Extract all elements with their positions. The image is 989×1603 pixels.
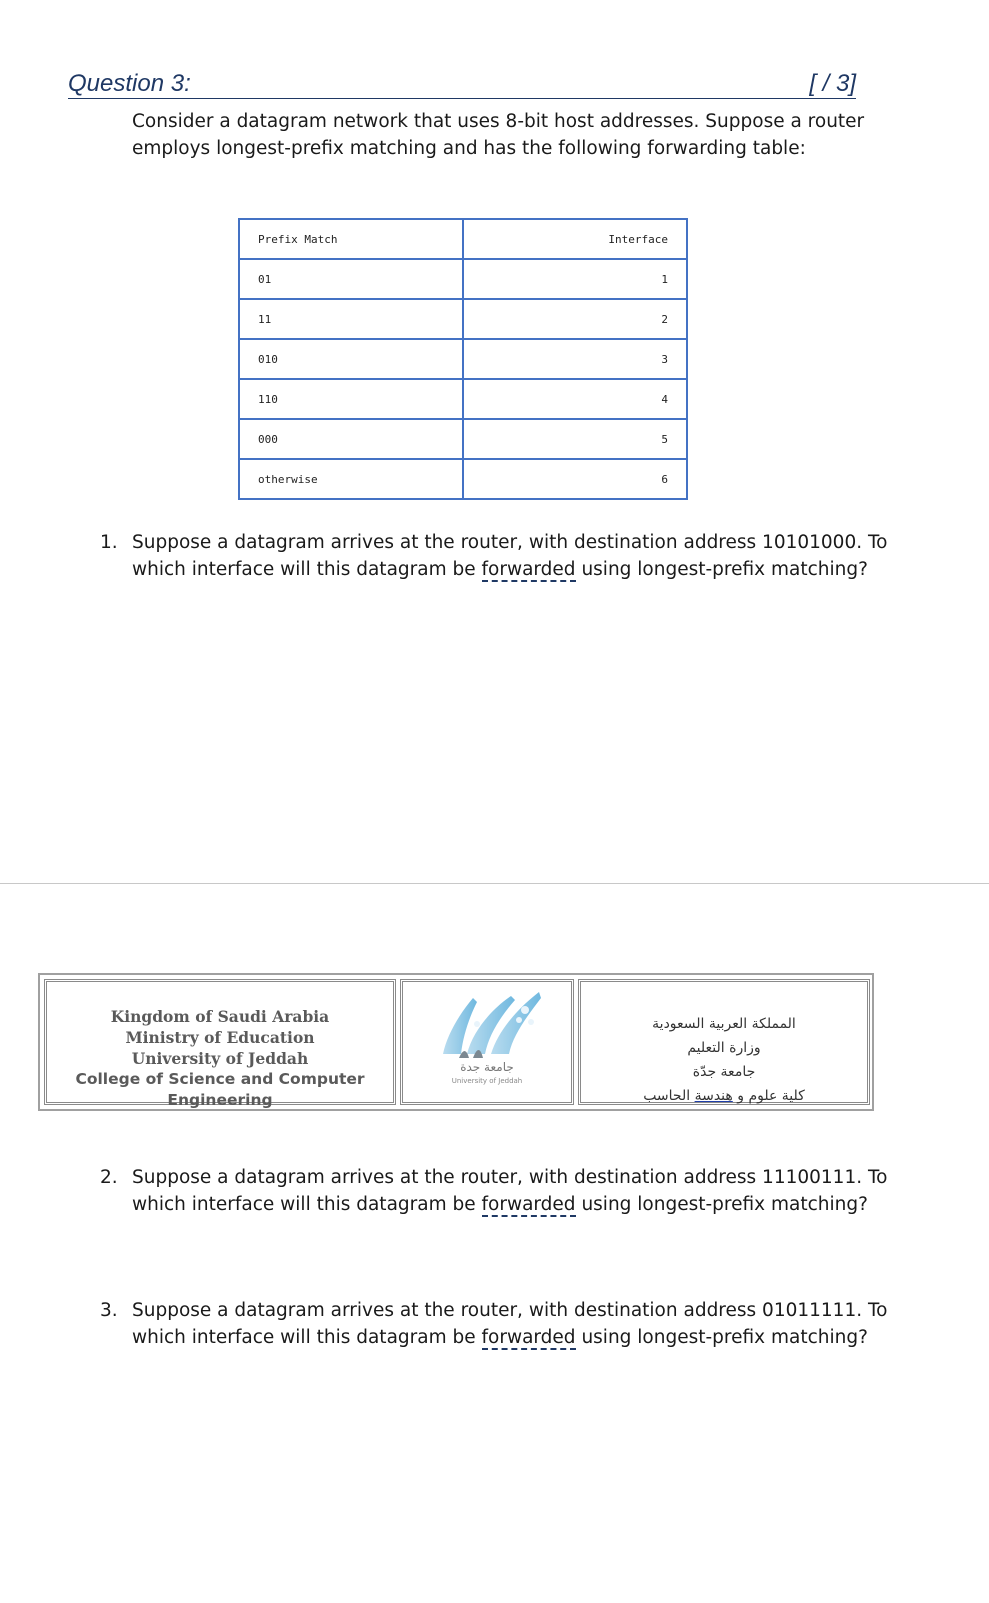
logo-english-name: University of Jeddah <box>451 1077 523 1085</box>
prefix-cell: 110 <box>239 379 463 419</box>
sub-question-number: 2. <box>100 1167 118 1188</box>
sub-question-text <box>132 1164 892 1218</box>
page-divider <box>0 883 989 884</box>
question-heading <box>68 68 856 99</box>
forwarding-table <box>238 218 688 500</box>
sub-question-text-start: Suppose a datagram arrives at the router, with destination address 11100111. To which interface will this datagram be <box>132 1167 888 1215</box>
sub-question-text-start: Suppose a datagram arrives at the router, with destination address 10101000. To which interface will this datagram be <box>132 532 888 580</box>
interface-cell: 1 <box>463 259 687 299</box>
arabic-college-part: كلية علوم و <box>732 1088 805 1104</box>
table-row <box>239 379 687 419</box>
logo-arabic-name: جامعة جدة <box>460 1060 514 1074</box>
table-row <box>239 419 687 459</box>
sub-question-text <box>132 1297 892 1351</box>
interface-cell: 2 <box>463 299 687 339</box>
sub-question-number: 1. <box>100 532 118 553</box>
header-prefix-match: Prefix Match <box>239 219 463 259</box>
letterhead-line-arabic: وزارة التعليم <box>687 1040 761 1056</box>
table-header-row <box>239 219 687 259</box>
sub-question-3 <box>100 1297 900 1357</box>
sub-question-2 <box>100 1164 900 1224</box>
table-row <box>239 339 687 379</box>
table-row <box>239 299 687 339</box>
arabic-college-part: الحاسب <box>643 1088 695 1104</box>
question-intro: Consider a datagram network that uses 8-bit host addresses. Suppose a router employs longest-prefix matching and has the following forwarding table: <box>132 111 865 159</box>
marked-word: forwarded <box>481 1327 576 1348</box>
sub-question-text <box>132 529 892 583</box>
interface-cell: 6 <box>463 459 687 499</box>
sub-question-text-end: using longest-prefix matching? <box>575 1327 868 1348</box>
sub-question-1 <box>100 529 900 589</box>
marked-word: forwarded <box>481 1194 576 1215</box>
letterhead-arabic <box>578 979 870 1105</box>
header-interface: Interface <box>463 219 687 259</box>
letterhead-line: University of Jeddah <box>131 1049 309 1068</box>
university-logo-icon <box>403 984 571 1064</box>
university-logo <box>400 979 574 1105</box>
sub-question-number: 3. <box>100 1300 118 1321</box>
sub-question-text-start: Suppose a datagram arrives at the router, with destination address 01011111. To which interface will this datagram be <box>132 1300 888 1348</box>
table-row <box>239 459 687 499</box>
letterhead <box>38 973 874 1111</box>
letterhead-line-arabic <box>581 1084 867 1108</box>
letterhead-line-arabic: جامعة جدّة <box>692 1064 756 1080</box>
prefix-cell: 010 <box>239 339 463 379</box>
question-score: [ / 3] <box>809 70 856 97</box>
question-title: Question 3: <box>68 70 191 97</box>
interface-cell: 4 <box>463 379 687 419</box>
letterhead-line: Kingdom of Saudi Arabia <box>110 1007 330 1026</box>
prefix-cell: 000 <box>239 419 463 459</box>
letterhead-english <box>44 979 396 1109</box>
prefix-cell: 01 <box>239 259 463 299</box>
letterhead-line: College of Science and Computer Engineering <box>75 1070 365 1109</box>
sub-question-text-end: using longest-prefix matching? <box>575 559 868 580</box>
letterhead-line-arabic: المملكة العربية السعودية <box>652 1016 796 1032</box>
arabic-college-underlined: هندسة <box>694 1088 733 1104</box>
marked-word: forwarded <box>481 559 576 580</box>
prefix-cell: otherwise <box>239 459 463 499</box>
letterhead-line: Ministry of Education <box>125 1028 315 1047</box>
table-row <box>239 259 687 299</box>
prefix-cell: 11 <box>239 299 463 339</box>
sub-question-text-end: using longest-prefix matching? <box>575 1194 868 1215</box>
interface-cell: 5 <box>463 419 687 459</box>
interface-cell: 3 <box>463 339 687 379</box>
